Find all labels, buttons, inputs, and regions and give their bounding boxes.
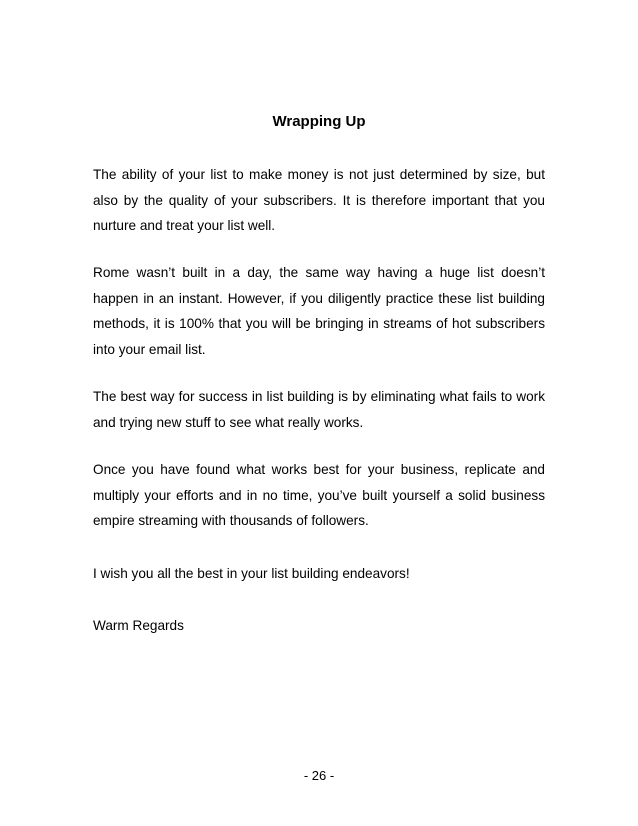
paragraph-replicate: Once you have found what works best for your business, replicate and multiply your efforts and in no time, you’ve built yourself a solid business empire streaming with thousands of followers.	[93, 462, 545, 528]
page-number: - 26 -	[303, 768, 335, 783]
paragraph-rome: Rome wasn’t built in a day, the same way having a huge list doesn’t happen in an instant. However, if you diligently practice these list building methods, it is 100% that you will be bringing in streams of hot subscribers into your email list.	[93, 265, 545, 357]
closing-signoff: Warm Regards	[93, 618, 184, 633]
paragraph-best-way: The best way for success in list building is by eliminating what fails to work and trying new stuff to see what really works.	[93, 389, 545, 430]
paragraph-wish: I wish you all the best in your list building endeavors!	[93, 566, 410, 581]
section-title: Wrapping Up	[272, 113, 366, 130]
paragraph-list-quality: The ability of your list to make money is not just determined by size, but also by the quality of your subscribers. It is therefore important that you nurture and treat your list well.	[93, 167, 545, 233]
